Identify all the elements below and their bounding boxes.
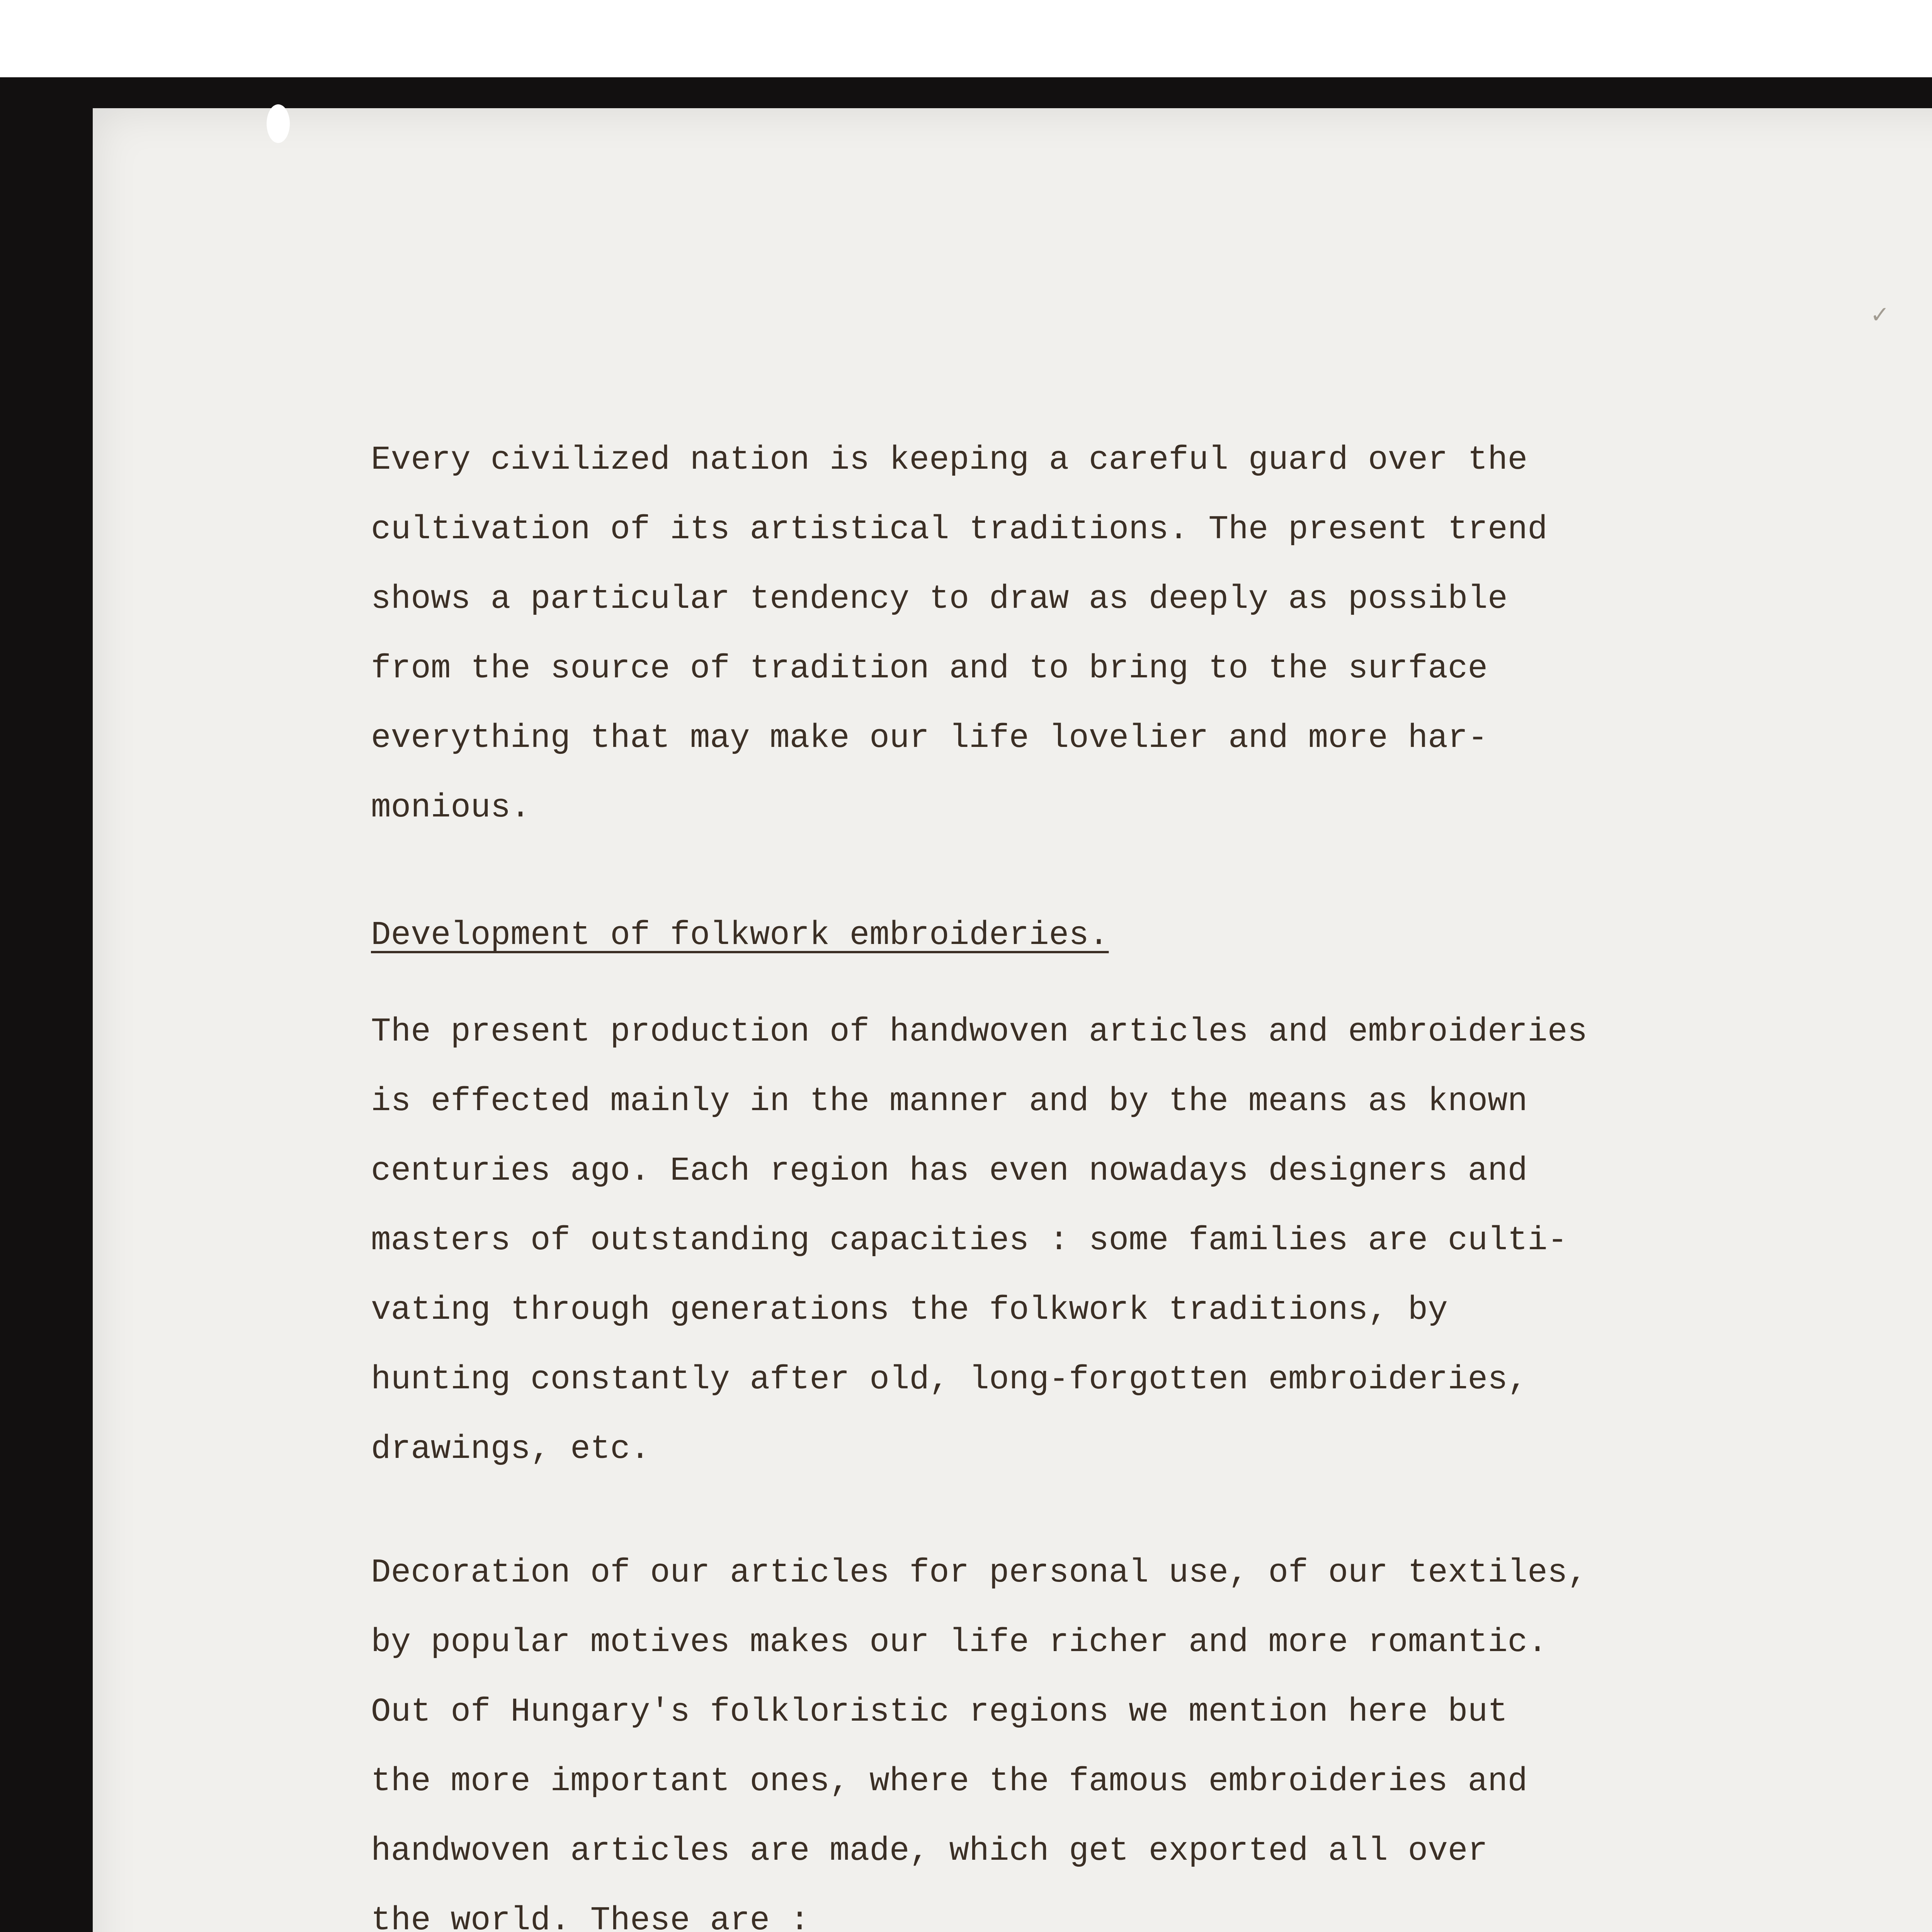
production-paragraph <box>371 997 1762 1484</box>
text-line: masters of outstanding capacities : some families are culti- <box>371 1221 1568 1259</box>
text-line: Decoration of our articles for personal use, of our textiles, <box>371 1554 1588 1592</box>
text-line: monious. <box>371 789 531 827</box>
text-line: from the source of tradition and to bring to the surface <box>371 650 1488 687</box>
decoration-paragraph <box>371 1538 1762 1932</box>
text-line: hunting constantly after old, long-forgotten embroideries, <box>371 1361 1528 1398</box>
film-edge-top <box>0 0 1932 77</box>
film-speck <box>267 104 290 143</box>
text-line: the more important ones, where the famous embroideries and <box>371 1762 1528 1800</box>
text-line: cultivation of its artistical traditions. The present trend <box>371 510 1548 548</box>
text-line: Out of Hungary's folkloristic regions we mention here but <box>371 1693 1508 1731</box>
text-line: The present production of handwoven articles and embroideries <box>371 1013 1588 1051</box>
text-line: centuries ago. Each region has even nowadays designers and <box>371 1152 1528 1190</box>
paper-edge-mark: ✓ <box>1870 301 1890 328</box>
text-line: drawings, etc. <box>371 1430 650 1468</box>
text-line: shows a particular tendency to draw as deeply as possible <box>371 580 1508 618</box>
intro-paragraph <box>371 425 1762 842</box>
text-line: everything that may make our life lovelier and more har- <box>371 719 1488 757</box>
section-heading: Development of folkwork embroideries. <box>371 916 1109 954</box>
text-line: vating through generations the folkwork traditions, by <box>371 1291 1448 1329</box>
text-line: handwoven articles are made, which get exported all over <box>371 1832 1488 1870</box>
text-line: by popular motives makes our life richer and more romantic. <box>371 1623 1548 1661</box>
text-line: Every civilized nation is keeping a careful guard over the <box>371 441 1528 479</box>
text-line: is effected mainly in the manner and by the means as known <box>371 1082 1528 1120</box>
text-line: the world. These are : <box>371 1901 810 1932</box>
